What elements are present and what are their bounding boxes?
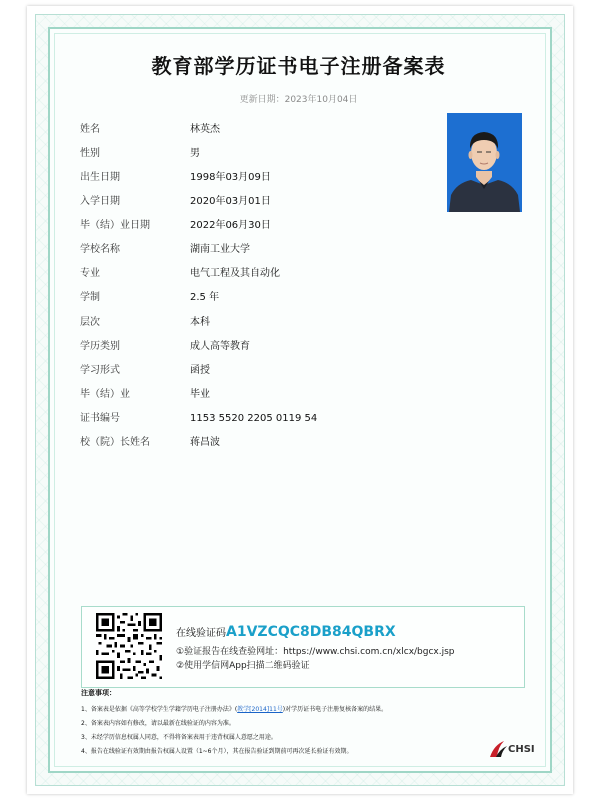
qr-code-icon[interactable]	[96, 613, 162, 679]
field-value: 1153 5520 2205 0119 54	[190, 413, 318, 424]
note-item: 3、未经学历信息权属人同意，不得将备案表用于违背权属人意愿之用途。	[81, 734, 277, 741]
field-value: 2.5 年	[190, 292, 220, 303]
field-label: 学制	[80, 292, 100, 303]
field-value: 男	[190, 148, 200, 159]
field-label: 证书编号	[80, 413, 120, 424]
field-value: 2022年06月30日	[190, 220, 271, 231]
field-label: 专业	[80, 268, 100, 279]
note-text: 1、备案表是依据《高等学校学生学籍学历电子注册办法》(	[81, 706, 238, 713]
portrait-illustration	[447, 113, 522, 212]
note-item: 4、报告在线验证有效期由报告权属人设置（1~6个月），其在报告验证到期前可再次延长验证有效期。	[81, 748, 353, 755]
update-date: 更新日期：2023年10月04日	[239, 95, 358, 105]
verification-url-line: ①验证报告在线查验网址：https://www.chsi.com.cn/xlcx/bgcx.jsp	[176, 647, 455, 657]
notes-title: 注意事项：	[81, 689, 116, 697]
field-value: 本科	[190, 317, 210, 328]
field-label: 性别	[80, 148, 100, 159]
verification-app-line: ②使用学信网App扫描二维码验证	[176, 661, 310, 671]
verification-code: A1VZCQC8DB84QBRX	[226, 624, 396, 640]
document-title: 教育部学历证书电子注册备案表	[151, 54, 446, 78]
field-value: 成人高等教育	[190, 341, 250, 352]
regulation-link[interactable]: 教学[2014]11号	[237, 706, 283, 713]
field-value: 林英杰	[190, 124, 220, 135]
note-text: )对学历证书电子注册复核备案的结果。	[282, 706, 388, 713]
note-item	[81, 704, 521, 718]
field-label: 校（院）长姓名	[80, 437, 150, 448]
field-label: 学历类别	[80, 341, 120, 352]
field-label: 学校名称	[80, 244, 120, 255]
field-value: 毕业	[190, 389, 210, 400]
field-label: 姓名	[80, 124, 100, 135]
field-value: 蒋昌波	[190, 437, 220, 448]
field-label: 毕（结）业日期	[80, 220, 150, 231]
notes-section	[81, 688, 521, 760]
field-label: 出生日期	[80, 172, 120, 183]
field-value: 湖南工业大学	[190, 244, 250, 255]
field-value: 函授	[190, 365, 210, 376]
verification-panel	[81, 606, 525, 688]
field-label: 层次	[80, 317, 100, 328]
field-label: 入学日期	[80, 196, 120, 207]
note-item: 2、备案表内容如有修改，请以最新在线验证的内容为准。	[81, 720, 235, 727]
verification-code-label: 在线验证码	[176, 628, 226, 639]
field-value: 2020年03月01日	[190, 196, 271, 207]
field-label: 毕（结）业	[80, 389, 130, 400]
field-value: 电气工程及其自动化	[190, 268, 280, 279]
chsi-logo-text: CHSI	[508, 744, 535, 755]
field-value: 1998年03月09日	[190, 172, 271, 183]
verification-code-line	[176, 624, 396, 640]
field-label: 学习形式	[80, 365, 120, 376]
student-photo	[447, 113, 522, 212]
